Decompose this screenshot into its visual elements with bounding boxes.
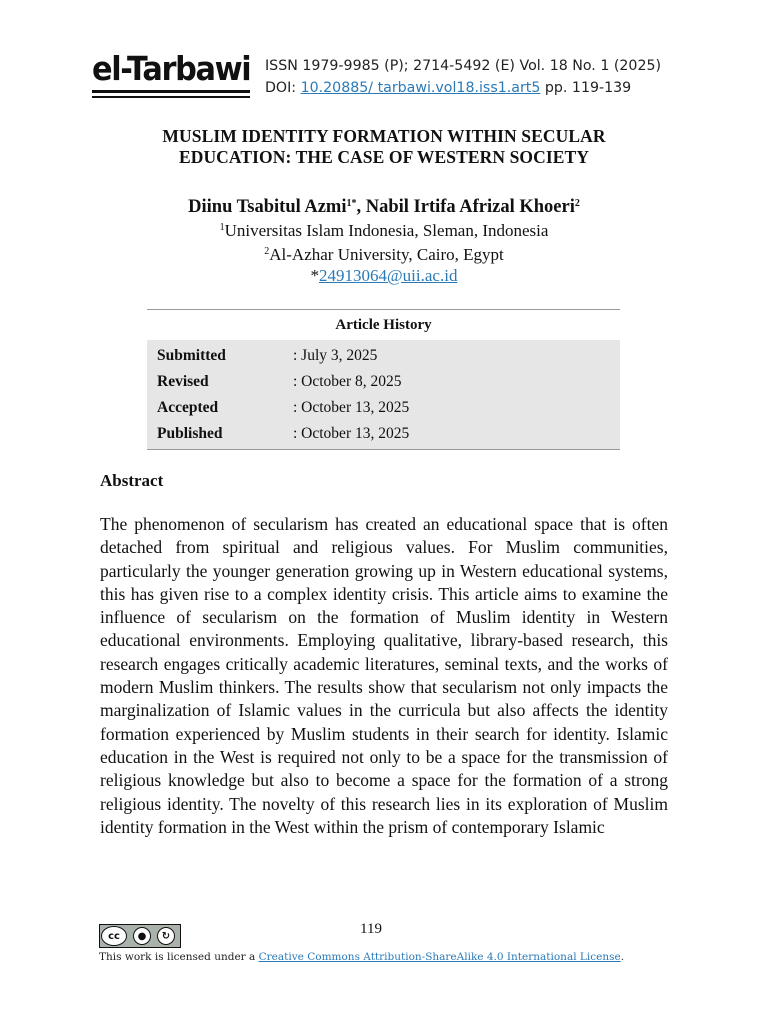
affiliation-2: [100, 241, 668, 266]
history-label: Accepted: [157, 399, 219, 416]
history-row-published: [147, 421, 620, 447]
article-history-body: [147, 340, 620, 450]
journal-info: [265, 55, 661, 99]
history-row-submitted: [147, 343, 620, 369]
license-statement: [99, 951, 624, 963]
affiliation-mark: 1: [219, 222, 225, 233]
abstract-text: The phenomenon of secularism has created an educational space that is often detached from spiritual and religious values. For Muslim communities, particularly the younger generation growing up in Western educational systems, this has given rise to a complex identity crisis. This article aims to examine the influence of secularism on the formation of Muslim identity in Western educational environments. Employing qualitative, library-based research, this research engages critically academic literatures, seminal texts, and the works of modern Muslim thinkers. The results show that secularism not only impacts the marginalization of Islamic values in the curricula but also affects the identity formation experienced by Muslim students in their search for identity. Islamic education in the West is required not only to be a space for the transmission of religious knowledge but also to become a space for the formation of a strong religious identity. The novelty of this research lies in its exploration of Muslim identity formation in the West within the prism of contemporary Islamic: [100, 514, 668, 837]
corresponding-email: [100, 265, 668, 287]
history-label: Published: [157, 425, 223, 442]
page-range: pp. 119-139: [540, 80, 632, 96]
history-label: Submitted: [157, 347, 226, 364]
journal-logo-text: el-Tarbawi: [92, 49, 251, 88]
issn-line: ISSN 1979-9985 (P); 2714-5492 (E) Vol. 18 No. 1 (2025): [265, 58, 662, 74]
journal-logo: [92, 50, 250, 98]
history-label: Revised: [157, 373, 209, 390]
author-name: Diinu Tsabitul Azmi: [188, 197, 347, 217]
history-value: : October 13, 2025: [293, 425, 410, 442]
author-name: Nabil Irtifa Afrizal Khoeri: [365, 197, 575, 217]
cc-by-icon: ●: [133, 927, 151, 945]
doi-link[interactable]: 10.20885/ tarbawi.vol18.iss1.art5: [300, 80, 541, 96]
article-history-table: [147, 309, 620, 450]
logo-rule-thin: [92, 96, 250, 98]
cc-license-badge[interactable]: [99, 924, 181, 948]
article-title: [100, 126, 668, 168]
doi-line: [265, 77, 661, 99]
affiliation-1: [100, 217, 668, 242]
history-value: : October 13, 2025: [293, 399, 410, 416]
author-separator: ,: [356, 197, 366, 217]
history-row-accepted: [147, 395, 620, 421]
author-mark: 1*: [346, 198, 357, 209]
article-history-heading: Article History: [147, 309, 620, 340]
affiliation-mark: 2: [264, 246, 270, 257]
logo-rule: [92, 90, 250, 93]
affiliation-text: Al-Azhar University, Cairo, Egypt: [269, 245, 504, 264]
email-mark: *: [310, 266, 320, 285]
email-link[interactable]: 24913064@uii.ac.id: [319, 266, 458, 285]
page-number: 119: [360, 921, 382, 937]
history-row-revised: [147, 369, 620, 395]
history-value: : July 3, 2025: [293, 347, 378, 364]
history-value: : October 8, 2025: [293, 373, 402, 390]
doi-label: DOI:: [265, 80, 301, 96]
license-suffix: .: [620, 951, 625, 963]
title-line-2: EDUCATION: THE CASE OF WESTERN SOCIETY: [178, 147, 590, 167]
affiliation-text: Universitas Islam Indonesia, Sleman, Indonesia: [224, 221, 549, 240]
cc-sa-icon: ↻: [157, 927, 175, 945]
author-list: [100, 192, 668, 219]
cc-icon: cc: [101, 926, 127, 946]
title-line-1: MUSLIM IDENTITY FORMATION WITHIN SECULAR: [162, 126, 606, 146]
license-prefix: This work is licensed under a: [99, 951, 259, 963]
abstract-heading: Abstract: [100, 471, 164, 490]
license-link[interactable]: Creative Commons Attribution-ShareAlike 4.0 International License: [258, 951, 621, 963]
author-mark: 2: [574, 198, 580, 209]
